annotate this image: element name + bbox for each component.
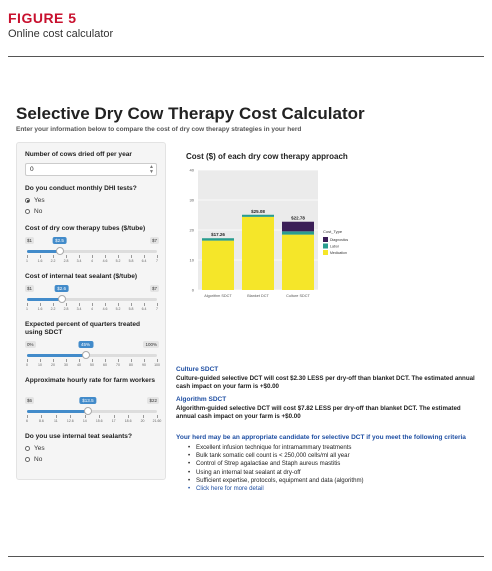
criteria-list	[188, 444, 478, 493]
slider-max-label: $7	[151, 238, 157, 243]
legend-swatch	[323, 237, 328, 242]
slider-tick	[157, 359, 158, 362]
slider-tick-labels	[27, 307, 157, 312]
slider-track[interactable]	[27, 298, 157, 301]
slider-tick-label: 2.2	[50, 259, 56, 263]
slider-tick	[66, 359, 67, 362]
recommendation-heading: Your herd may be an appropriate candidate for selective DCT if you meet the following criteria	[176, 434, 466, 441]
slider-tick-label: 80	[129, 363, 133, 367]
slider-tick	[66, 303, 67, 306]
radio-icon[interactable]	[25, 446, 30, 451]
slider-min-label: $6	[27, 398, 33, 403]
slider-max-label: $22	[149, 398, 157, 403]
slider-tick	[70, 415, 71, 418]
slider-fill	[27, 410, 88, 413]
page-title: Selective Dry Cow Therapy Cost Calculator	[16, 104, 365, 123]
slider-track[interactable]	[27, 250, 157, 253]
slider-min-label: 0%	[27, 342, 34, 347]
slider-tick-label: 6.4	[141, 307, 147, 311]
slider-tick-label: 5.2	[115, 259, 121, 263]
slider-fill	[27, 298, 62, 301]
slider-tick-label: 1.6	[37, 307, 43, 311]
cows-value: 0	[30, 166, 34, 173]
y-tick-label: 20	[189, 227, 194, 233]
slider-tick	[144, 255, 145, 258]
slider-handle[interactable]	[82, 351, 90, 359]
slider-handle[interactable]	[58, 295, 66, 303]
slider-tick-labels	[26, 363, 160, 368]
slider-tick-label: 11	[54, 419, 58, 423]
sealants-label: Do you use internal teat sealants?	[25, 433, 132, 440]
x-tick-label: Culture SDCT	[286, 294, 310, 298]
algorithm-text: Algorithm-guided selective DCT will cost $7.82 LESS per dry-off than blanket DCT. The estimated annual cash impact on your farm is +$0.00	[176, 405, 461, 420]
slider-tick-label: 17	[111, 419, 116, 423]
list-item: • Using an internal teat sealant at dry-off	[188, 469, 478, 477]
slider-tick	[85, 415, 86, 418]
slider-tick-label: 2.8	[63, 307, 69, 311]
labor-rate-slider[interactable]	[25, 397, 162, 427]
figure-caption: Online cost calculator	[8, 28, 114, 40]
y-tick-label: 10	[189, 257, 194, 263]
slider-tick-label: 1	[26, 259, 28, 263]
algorithm-heading: Algorithm SDCT	[176, 396, 227, 403]
dhi-yes-label: Yes	[34, 197, 45, 204]
slider-value-badge: 45%	[78, 341, 93, 348]
slider-tick	[118, 255, 119, 258]
slider-tick	[53, 255, 54, 258]
y-tick-label: 0	[191, 287, 194, 293]
figure-label: FIGURE 5	[8, 10, 77, 26]
slider-tick	[157, 303, 158, 306]
slider-tick	[40, 255, 41, 258]
slider-tick-label: 3.4	[76, 259, 82, 263]
sealants-no-label: No	[34, 456, 43, 463]
labor-rate-label: Approximate hourly rate for farm workers	[25, 377, 156, 384]
slider-tick-label: 40	[77, 363, 81, 367]
more-detail-link[interactable]: • Click here for more detail	[188, 485, 478, 493]
slider-tick-label: 4.6	[102, 259, 108, 263]
slider-ticks	[27, 255, 157, 258]
legend-label: Labor	[330, 244, 339, 249]
slider-tick-label: 1	[26, 307, 28, 311]
slider-tick-label: 70	[116, 363, 120, 367]
tube-cost-label: Cost of dry cow therapy tubes ($/tube)	[25, 225, 146, 232]
dhi-label: Do you conduct monthly DHI tests?	[25, 185, 137, 192]
slider-tick-label: 7	[156, 259, 158, 263]
slider-tick-label: 1.6	[37, 259, 43, 263]
slider-tick	[144, 359, 145, 362]
slider-tick	[105, 359, 106, 362]
slider-min-label: $1	[27, 286, 33, 291]
cost-chart	[178, 160, 378, 320]
dhi-no-label: No	[34, 208, 43, 215]
slider-tick-label: 2.8	[63, 259, 69, 263]
slider-tick	[79, 359, 80, 362]
x-tick-label: Algorithm SDCT	[204, 294, 232, 298]
slider-tick	[118, 303, 119, 306]
slider-ticks	[27, 303, 157, 306]
slider-max-label: $7	[151, 286, 157, 291]
slider-tick	[27, 415, 28, 418]
slider-tick-label: 4	[91, 307, 93, 311]
bar-total-label: $22.78	[291, 215, 305, 221]
slider-tick-label: 14	[82, 419, 87, 423]
slider-value-badge: $13.5	[79, 397, 96, 404]
legend-swatch	[323, 250, 328, 255]
legend-label: Medication	[330, 251, 347, 255]
slider-tick-label: 50	[90, 363, 94, 367]
slider-tick	[92, 303, 93, 306]
slider-tick	[27, 255, 28, 258]
radio-selected-icon[interactable]	[25, 198, 30, 203]
slider-tick	[99, 415, 100, 418]
slider-tick-label: 4	[91, 259, 93, 263]
slider-tick	[79, 255, 80, 258]
slider-tick-label: 20	[140, 419, 145, 423]
slider-tick	[79, 303, 80, 306]
slider-tick	[56, 415, 57, 418]
x-tick-label: Blanket DCT	[247, 294, 269, 298]
sealant-cost-label: Cost of internal teat sealant ($/tube)	[25, 273, 138, 280]
bar-segment	[282, 235, 314, 290]
slider-tick-label: 21.60	[152, 419, 162, 423]
slider-tick	[131, 359, 132, 362]
chart-title: Cost ($) of each dry cow therapy approach	[186, 152, 348, 161]
legend-label: Diagnostics	[330, 238, 349, 242]
cows-input[interactable]	[25, 163, 157, 176]
slider-tick-label: 20	[51, 363, 55, 367]
bar-segment	[242, 215, 274, 217]
slider-tick-label: 30	[64, 363, 68, 367]
slider-tick-label: 60	[103, 363, 107, 367]
slider-tick-label: 5.2	[115, 307, 121, 311]
slider-tick	[105, 255, 106, 258]
slider-tick-label: 18.6	[124, 419, 132, 423]
slider-value-badge: $2.5	[52, 237, 67, 244]
slider-tick	[131, 255, 132, 258]
sealants-radio-yes[interactable]	[25, 445, 45, 452]
slider-tick	[131, 303, 132, 306]
slider-tick	[143, 415, 144, 418]
slider-tick-label: 0	[26, 363, 28, 367]
percent-treated-label: Expected percent of quarters treated using SDCT	[25, 321, 141, 336]
slider-max-label: 100%	[145, 342, 157, 347]
y-tick-label: 30	[189, 197, 194, 203]
slider-tick	[118, 359, 119, 362]
tube-cost-slider[interactable]	[25, 237, 159, 267]
spinner-icon[interactable]: ▲ ▼	[149, 164, 154, 175]
bar-total-label: $25.08	[251, 208, 265, 214]
slider-tick-label: 10	[38, 363, 42, 367]
slider-tick-label: 8.6	[39, 419, 44, 423]
slider-tick	[66, 255, 67, 258]
list-item: • Excellent infusion technique for intramammary treatments	[188, 444, 478, 452]
legend-swatch	[323, 244, 328, 249]
cows-label: Number of cows dried off per year	[25, 151, 132, 158]
slider-handle[interactable]	[56, 247, 64, 255]
page-intro: Enter your information below to compare the cost of dry cow therapy strategies in your herd	[16, 126, 302, 133]
slider-tick	[128, 415, 129, 418]
slider-tick	[40, 359, 41, 362]
slider-tick-label: 100	[154, 363, 160, 367]
slider-tick-label: 6.4	[141, 259, 147, 263]
slider-tick-labels	[27, 259, 157, 264]
bottom-divider	[8, 556, 484, 557]
dhi-radio-no[interactable]	[25, 208, 42, 215]
slider-tick	[144, 303, 145, 306]
slider-ticks	[27, 359, 157, 362]
slider-tick	[53, 359, 54, 362]
slider-tick	[27, 359, 28, 362]
slider-value-badge: $2.6	[54, 285, 69, 292]
slider-tick	[92, 255, 93, 258]
slider-tick	[92, 359, 93, 362]
radio-icon[interactable]	[25, 457, 30, 462]
slider-handle[interactable]	[84, 407, 92, 415]
culture-text: Culture-guided selective DCT will cost $2.30 LESS per dry-off than blanket DCT. The estimated annual cash impact on your farm is +$0.00	[176, 375, 475, 390]
slider-tick	[27, 303, 28, 306]
slider-tick-label: 4.6	[102, 307, 108, 311]
slider-ticks	[27, 415, 157, 418]
y-tick-label: 40	[189, 167, 194, 173]
sealants-yes-label: Yes	[34, 445, 45, 452]
slider-tick	[53, 303, 54, 306]
percent-treated-slider[interactable]	[25, 341, 159, 371]
legend-title: Cost_Type	[323, 229, 343, 234]
slider-tick	[157, 255, 158, 258]
bar-segment	[282, 222, 314, 232]
bar-segment	[202, 241, 234, 290]
slider-tick-label: 7	[156, 307, 158, 311]
sealant-cost-slider[interactable]	[25, 285, 159, 315]
radio-icon[interactable]	[25, 209, 30, 214]
slider-tick-label: 5.8	[128, 259, 134, 263]
slider-tick-label: 5.8	[128, 307, 134, 311]
sealants-radio-no[interactable]	[25, 456, 42, 463]
slider-tick	[40, 303, 41, 306]
slider-tick-label: 3.4	[76, 307, 82, 311]
slider-tick-labels	[26, 419, 162, 424]
culture-heading: Culture SDCT	[176, 366, 219, 373]
bar-total-label: $17.26	[211, 232, 225, 238]
slider-tick-label: 90	[142, 363, 146, 367]
bar-segment	[282, 231, 314, 234]
slider-track[interactable]	[27, 410, 157, 413]
slider-min-label: $1	[27, 238, 33, 243]
slider-track[interactable]	[27, 354, 157, 357]
slider-tick-label: 12.6	[66, 419, 74, 423]
bar-segment	[202, 238, 234, 240]
slider-tick	[41, 415, 42, 418]
dhi-radio-yes[interactable]	[25, 197, 45, 204]
slider-tick-label: 2.2	[50, 307, 56, 311]
list-item: • Sufficient expertise, protocols, equipment and data (algorithm)	[188, 477, 478, 485]
slider-tick	[105, 303, 106, 306]
slider-tick-label: 15.6	[95, 419, 103, 423]
slider-fill	[27, 354, 86, 357]
list-item: • Control of Strep agalactiae and Staph aureus mastitis	[188, 460, 478, 468]
bar-segment	[242, 217, 274, 290]
slider-tick	[157, 415, 158, 418]
slider-tick-label: 6	[26, 419, 28, 423]
slider-tick	[114, 415, 115, 418]
top-divider	[8, 56, 484, 57]
list-item: • Bulk tank somatic cell count is < 250,000 cells/ml all year	[188, 452, 478, 460]
input-panel	[16, 142, 166, 480]
